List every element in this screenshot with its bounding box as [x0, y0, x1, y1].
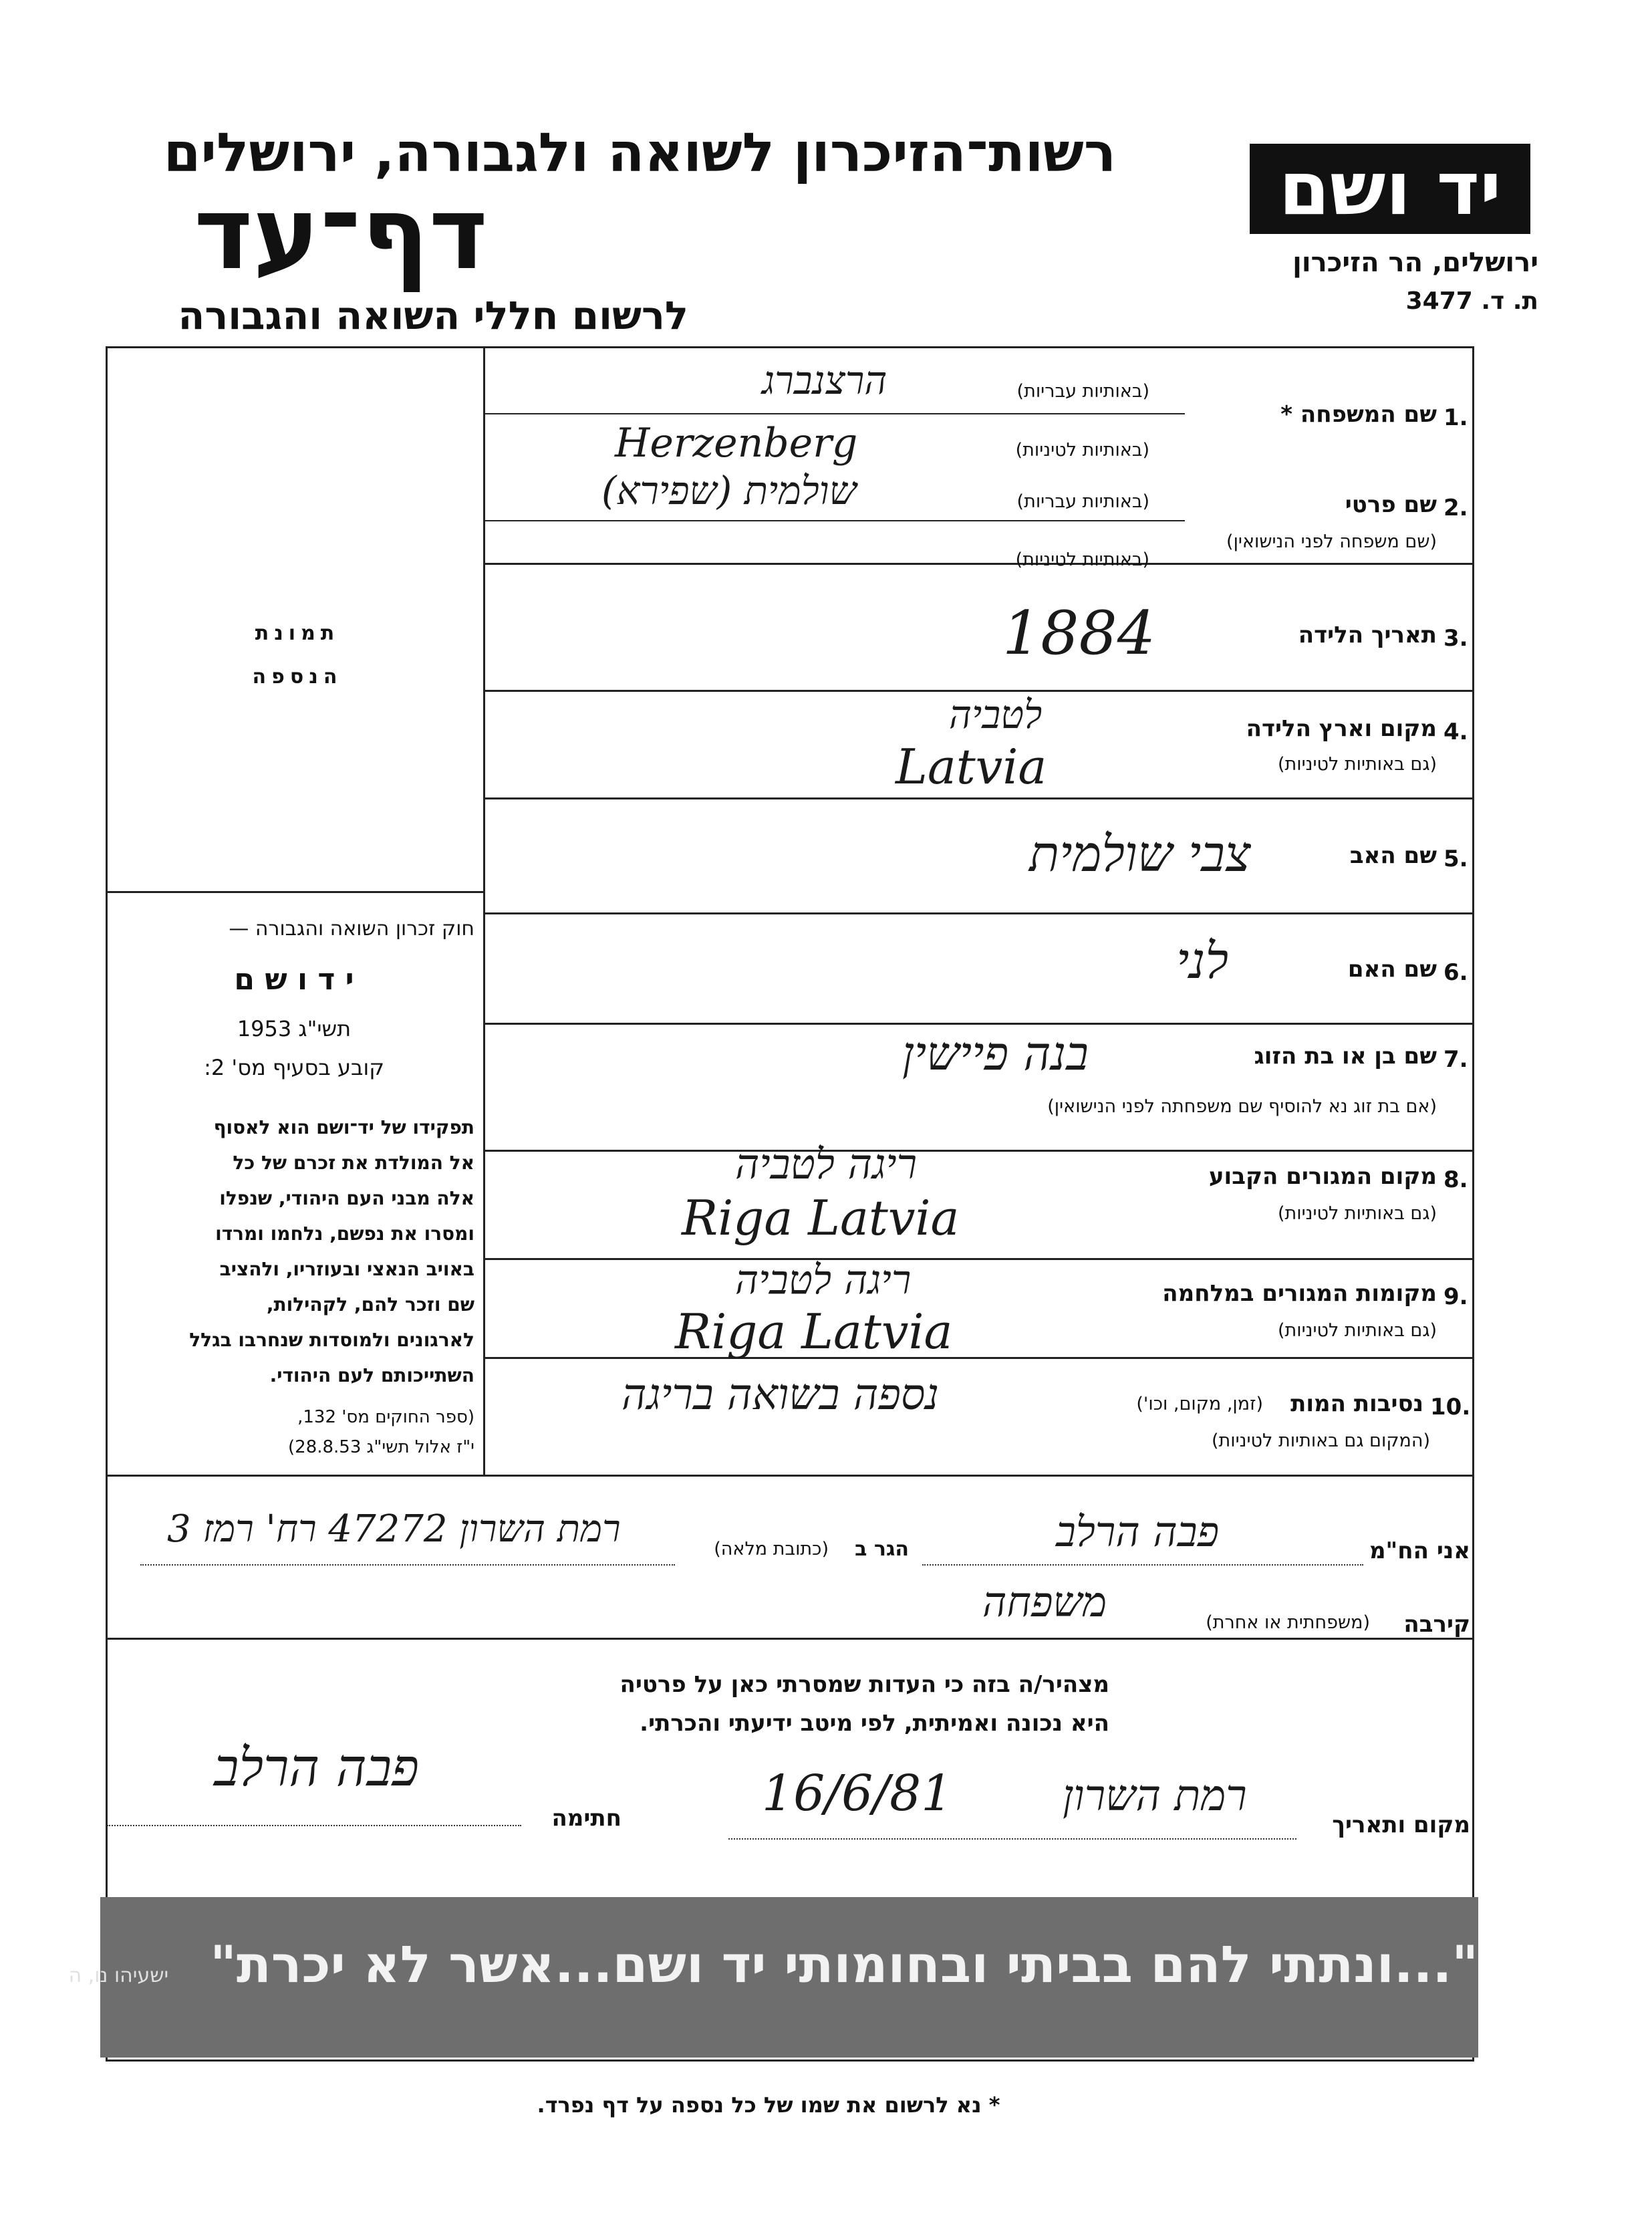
- field-number: 4.: [1443, 719, 1468, 745]
- po-box: ת. ד. 3477: [1405, 287, 1538, 315]
- sidebar-divider: [483, 346, 485, 1475]
- declarant-section-border: [106, 1475, 1474, 1477]
- field-number: 1.: [1443, 404, 1468, 431]
- address-line: [140, 1564, 675, 1566]
- wartime-residence-hebrew-value: ריגה לטביה: [735, 1257, 912, 1303]
- law-text: [120, 1110, 474, 1393]
- birth-date-value: 1884: [1002, 598, 1156, 668]
- relation-label: קירבה: [1403, 1611, 1470, 1638]
- field-label-wartime-residence: מקומות המגורים במלחמה: [1162, 1280, 1437, 1307]
- field-label-mother-name: שם האם: [1347, 956, 1437, 983]
- row-separator: [483, 797, 1474, 799]
- date-value: 16/6/81: [762, 1765, 953, 1822]
- law-text-line: אלה מבני העם היהודי, שנפלו: [219, 1187, 474, 1209]
- signature-value: פבה הרלב: [214, 1738, 420, 1798]
- photo-box-border: [106, 891, 484, 893]
- field-label-hint: (זמן, מקום, וכו'): [1136, 1394, 1263, 1414]
- form-subtitle: לרשום חללי השואה והגבורה: [178, 293, 688, 338]
- death-circumstances-value: נספה בשואה בריגה: [622, 1370, 940, 1420]
- mother-name-value: לני: [1176, 932, 1229, 990]
- law-reference: י"ז אלול תשי"ג 28.8.53): [288, 1437, 474, 1457]
- place-date-label: מקום ותאריך: [1332, 1812, 1470, 1838]
- row-separator: [483, 1357, 1474, 1359]
- birthplace-hebrew-value: לטביה: [949, 692, 1043, 737]
- field-label-father-name: שם האב: [1349, 842, 1437, 869]
- residing-label: הגר ב: [855, 1537, 909, 1561]
- field-label-first-name: שם פרטי: [1345, 491, 1437, 518]
- spouse-name-value: בנה פיישין: [902, 1026, 1089, 1081]
- hint-latin: (באותיות לטיניות): [1015, 440, 1149, 461]
- field-number: 7.: [1443, 1046, 1468, 1073]
- logo-address: ירושלים, הר הזיכרון: [1292, 247, 1538, 278]
- relation-hint: (משפחתית או אחרת): [1206, 1612, 1370, 1633]
- field-label-death-circumstances: נסיבות המות: [1290, 1390, 1423, 1417]
- field-sub-label: (גם באותיות לטיניות): [1277, 754, 1437, 775]
- law-text-line: שם וזכר להם, לקהילות,: [266, 1293, 474, 1316]
- law-reference: (ספר החוקים מס' 132,: [297, 1407, 474, 1427]
- field-label-birth-date: תאריך הלידה: [1298, 622, 1437, 648]
- law-year: תשי"ג 1953: [237, 1016, 352, 1041]
- form-title: דף־עד: [194, 176, 488, 292]
- relation-value: משפחה: [982, 1578, 1107, 1626]
- field-number: 2.: [1443, 495, 1468, 521]
- law-clause: קובע בסעיף מס' 2:: [204, 1055, 384, 1080]
- field-label-permanent-residence: מקום המגורים הקבוע: [1208, 1163, 1437, 1190]
- father-name-value: צבי שולמית: [1029, 826, 1251, 883]
- field-number: 5.: [1443, 846, 1468, 872]
- photo-label: תמונת: [255, 622, 340, 645]
- declarant-name-line: [922, 1564, 1363, 1566]
- field-underline: [483, 413, 1185, 414]
- field-number: 3.: [1443, 625, 1468, 652]
- footnote: * נא לרשום את שמו של כל נספה על דף נפרד.: [537, 2092, 1000, 2118]
- field-label-birthplace: מקום וארץ הלידה: [1246, 715, 1437, 742]
- row-separator: [483, 1150, 1474, 1152]
- signature-label: חתימה: [551, 1805, 622, 1832]
- row-separator: [483, 1023, 1474, 1025]
- banner-quote-source: ישעיהו נו, ה: [68, 1964, 169, 1987]
- family-name-latin-value: Herzenberg: [615, 420, 858, 467]
- law-text-line: אל המולדת את זכרם של כל: [233, 1152, 474, 1174]
- hint-hebrew: (באותיות עבריות): [1016, 491, 1149, 512]
- field-number: 8.: [1443, 1166, 1468, 1193]
- law-text-line: באויב הנאצי ובעוזריו, ולהציב: [219, 1258, 474, 1280]
- field-number: 10.: [1430, 1394, 1471, 1420]
- address-value: רמת השרון 47272 רח' רמז 3: [167, 1507, 621, 1551]
- hint-latin: (באותיות לטיניות): [1015, 549, 1149, 570]
- law-text-line: תפקידו של יד־ושם הוא לאסוף: [213, 1116, 474, 1138]
- field-sub-label: (גם באותיות לטיניות): [1277, 1203, 1437, 1224]
- wartime-residence-latin-value: Riga Latvia: [675, 1303, 953, 1360]
- hint-hebrew: (באותיות עבריות): [1016, 381, 1149, 402]
- field-sub-label: (גם באותיות לטיניות): [1277, 1320, 1437, 1341]
- declarant-name-value: פבה הרלב: [1056, 1507, 1220, 1556]
- field-number: 9.: [1443, 1283, 1468, 1310]
- residence-hebrew-value: ריגה לטביה: [735, 1140, 918, 1189]
- row-separator: [483, 912, 1474, 914]
- banner-quote-text: "...ונתתי להם בביתי ובחומותי יד ושם...אשר לא יכרת": [210, 1935, 1478, 1994]
- first-name-hebrew-value: שולמית (שפירא): [601, 468, 857, 513]
- field-underline: [483, 520, 1185, 521]
- field-sub-label: (אם בת זוג נא להוסיף שם משפחתה לפני הנישואין): [1047, 1096, 1437, 1117]
- banner-quote: [68, 1925, 1478, 1997]
- signature-line: [107, 1825, 521, 1826]
- declaration-line-2: היא נכונה ואמיתית, לפי מיטב ידיעתי והכרתי.: [640, 1710, 1109, 1737]
- place-date-line: [728, 1838, 1296, 1840]
- row-separator: [483, 563, 1474, 565]
- row-separator: [483, 1258, 1474, 1260]
- field-label-spouse-name: שם בן או בת הזוג: [1254, 1043, 1437, 1070]
- law-text-line: השתייכותם לעם היהודי.: [269, 1364, 474, 1386]
- family-name-hebrew-value: הרצנברג: [762, 358, 887, 403]
- yad-vashem-logo: יד ושם: [1250, 144, 1530, 234]
- birthplace-latin-value: Latvia: [896, 739, 1047, 795]
- photo-label: הנספה: [252, 665, 343, 689]
- field-label-family-name: שם המשפחה *: [1280, 401, 1437, 428]
- field-number: 6.: [1443, 959, 1468, 986]
- law-name: י ד ו ש ם: [234, 963, 354, 997]
- field-sub-label: (שם משפחה לפני הנישואין): [1226, 531, 1437, 552]
- law-text-line: לארגונים ולמוסדות שנחרבו בגלל: [189, 1329, 474, 1351]
- law-text-line: ומסרו את נפשם, נלחמו ומרדו: [215, 1223, 474, 1245]
- address-hint: (כתובת מלאה): [714, 1539, 829, 1560]
- place-value: רמת השרון: [1063, 1771, 1247, 1821]
- declarant-intro-label: אני הח"מ: [1369, 1537, 1470, 1564]
- residence-latin-value: Riga Latvia: [682, 1190, 960, 1246]
- declarant-section-border: [106, 1638, 1474, 1640]
- authority-title: רשות־הזיכרון לשואה ולגבורה, ירושלים: [163, 122, 1116, 184]
- declaration-line-1: מצהיר/ה בזה כי העדות שמסרתי כאן על פרטיה: [620, 1671, 1109, 1698]
- law-title: חוק זכרון השואה והגבורה —: [229, 917, 474, 941]
- field-sub-label: (המקום גם באותיות לטיניות): [1211, 1430, 1430, 1451]
